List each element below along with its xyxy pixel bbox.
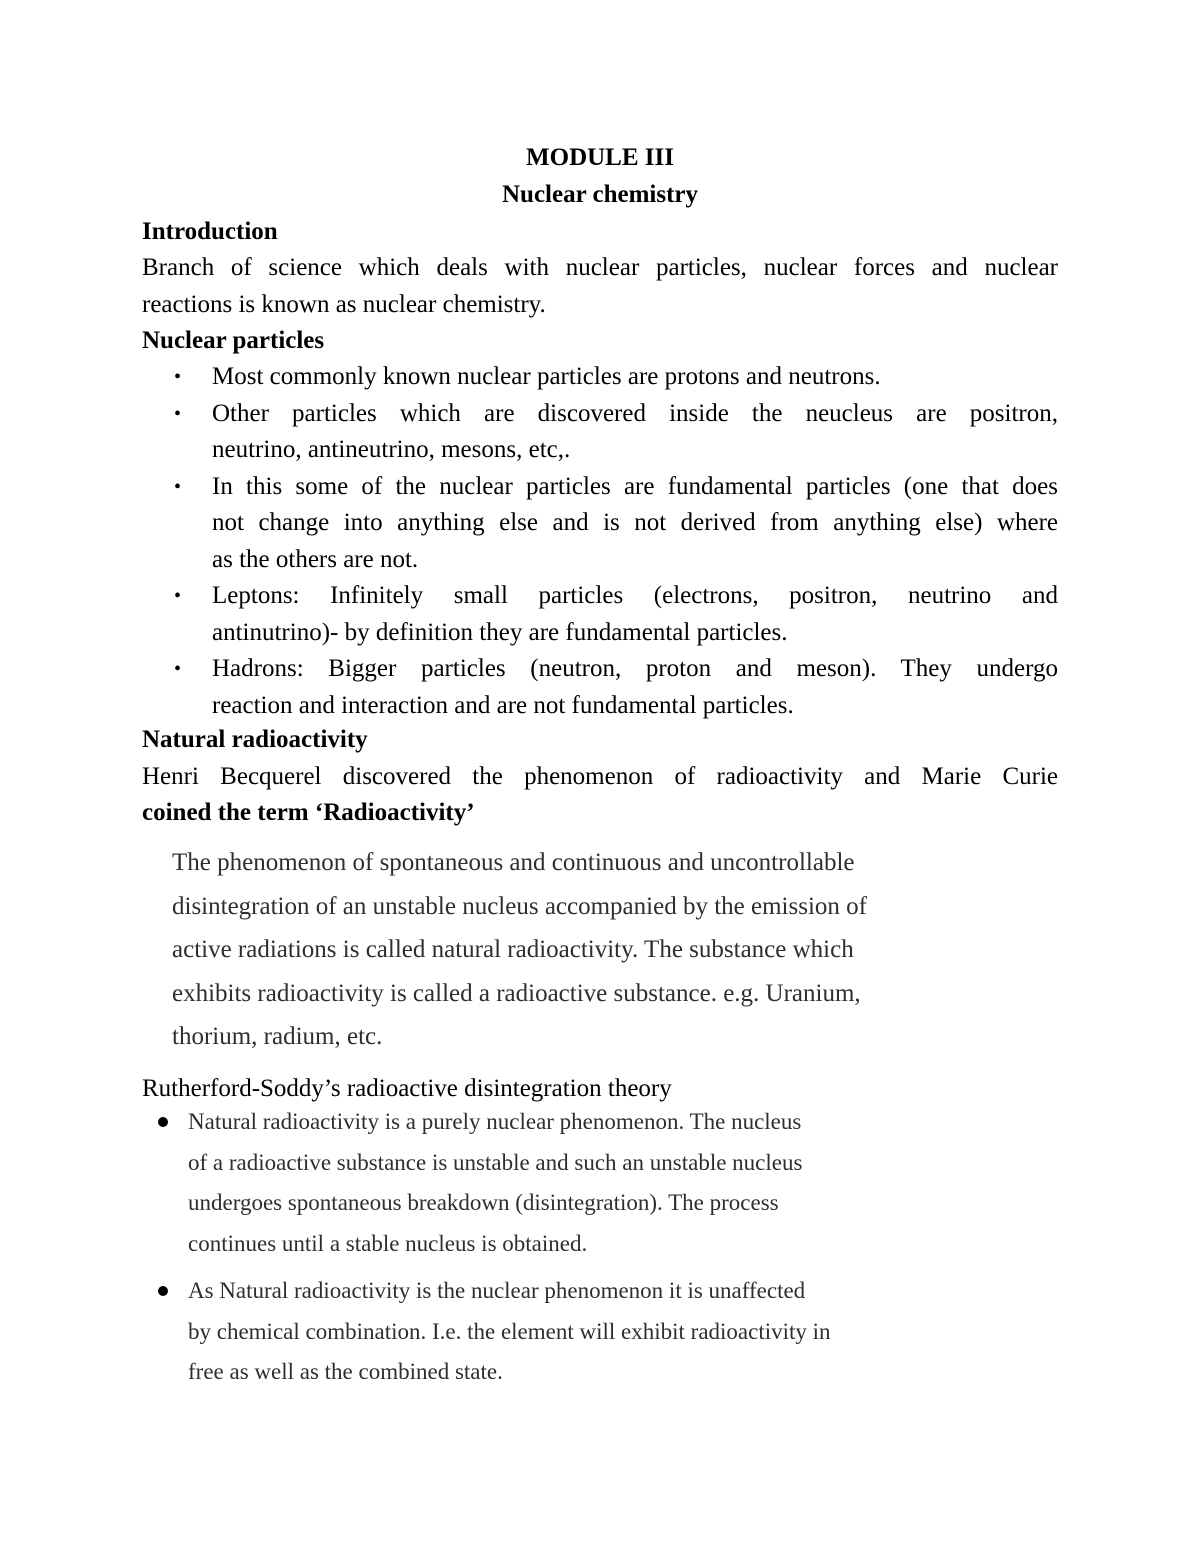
radioactivity-definition: [172, 841, 992, 1059]
natural-radioactivity-heading: Natural radioactivity: [142, 726, 368, 753]
natural-radioactivity-line: Henri Becquerel discovered the phenomenon of radioactivity and Marie Curie: [142, 763, 1058, 790]
list-item-line: As Natural radioactivity is the nuclear phenomenon it is unaffected: [188, 1278, 806, 1303]
nuclear-particles-heading: Nuclear particles: [142, 327, 325, 354]
definition-line: exhibits radioactivity is called a radioactive substance. e.g. Uranium,: [172, 979, 861, 1007]
list-item-line: antinutrino)- by definition they are fundamental particles.: [212, 618, 788, 646]
list-item-line: reaction and interaction and are not fundamental particles.: [212, 691, 794, 719]
list-item-line: Most commonly known nuclear particles are protons and neutrons.: [212, 363, 881, 390]
list-item-line: In this some of the nuclear particles are fundamental particles (one that does: [212, 472, 1058, 500]
list-item-line: Other particles which are discovered inside the neucleus are positron,: [212, 399, 1058, 427]
list-item-line: Natural radioactivity is a purely nuclear phenomenon. The nucleus: [188, 1109, 802, 1134]
list-item: [142, 1271, 962, 1393]
list-item-line: Hadrons: Bigger particles (neutron, proton and meson). They undergo: [212, 655, 1058, 682]
natural-radioactivity-intro: [142, 759, 1058, 796]
module-title: MODULE III: [526, 144, 674, 171]
definition-line: active radiations is called natural radioactivity. The substance which: [172, 936, 854, 963]
chapter-title: Nuclear chemistry: [501, 181, 698, 208]
bullet-dot-icon: [158, 1117, 168, 1127]
bullet-dot-icon: [158, 1286, 168, 1296]
bullet-icon: •: [174, 658, 182, 680]
bullet-icon: •: [174, 475, 182, 498]
list-item-line: neutrino, antineutrino, mesons, etc,.: [212, 436, 571, 463]
list-item: [142, 396, 1058, 469]
list-item-line: of a radioactive substance is unstable and such an unstable nucleus: [188, 1149, 803, 1175]
list-item-line: by chemical combination. I.e. the element will exhibit radioactivity in: [188, 1318, 831, 1344]
introduction-heading: Introduction: [142, 218, 278, 245]
rutherford-soddy-list: [142, 1102, 962, 1400]
rutherford-soddy-heading: Rutherford-Soddy’s radioactive disintegration theory: [142, 1075, 672, 1102]
list-item: [142, 359, 1058, 396]
list-item-line: free as well as the combined state.: [188, 1359, 503, 1384]
bullet-icon: •: [174, 585, 182, 607]
coined-term-text: coined the term ‘Radioactivity’: [142, 799, 475, 826]
list-item: [142, 1102, 962, 1264]
bullet-icon: •: [174, 366, 182, 388]
introduction-line: Branch of science which deals with nuclear particles, nuclear forces and nuclear: [142, 254, 1058, 281]
introduction-paragraph: [142, 250, 1058, 323]
bullet-icon: •: [174, 402, 182, 425]
nuclear-particles-list: [142, 359, 1058, 724]
list-item-line: not change into anything else and is not derived from anything else) where: [212, 509, 1058, 536]
definition-line: thorium, radium, etc.: [172, 1023, 383, 1050]
natural-radioactivity-line2: [142, 795, 475, 831]
list-item-line: undergoes spontaneous breakdown (disintegration). The process: [188, 1190, 779, 1215]
definition-line: disintegration of an unstable nucleus accompanied by the emission of: [172, 892, 867, 920]
introduction-line: reactions is known as nuclear chemistry.: [142, 290, 546, 318]
list-item: [142, 578, 1058, 651]
list-item-line: as the others are not.: [212, 545, 419, 573]
list-item: [142, 469, 1058, 579]
list-item-line: continues until a stable nucleus is obtained.: [188, 1230, 588, 1256]
definition-line: The phenomenon of spontaneous and continuous and uncontrollable: [172, 849, 855, 876]
list-item-line: Leptons: Infinitely small particles (electrons, positron, neutrino and: [212, 582, 1058, 609]
list-item: [142, 651, 1058, 724]
